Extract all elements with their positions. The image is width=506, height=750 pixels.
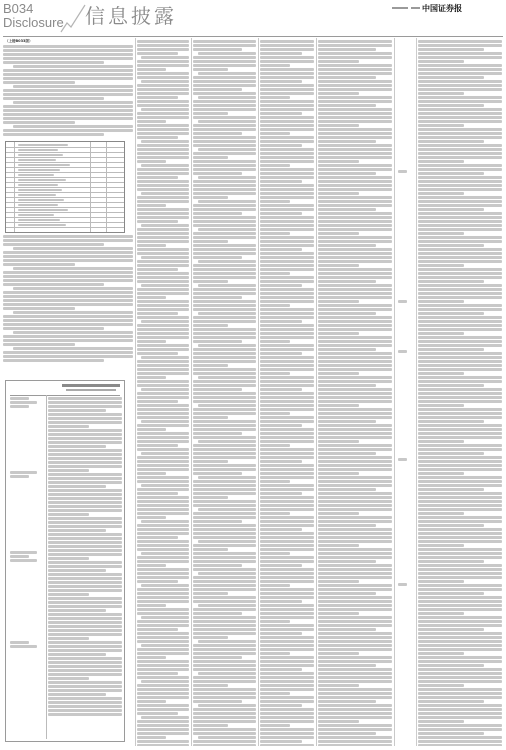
column-3 [193, 38, 256, 746]
column-6 [396, 38, 502, 746]
date-edition [392, 6, 420, 10]
col3-text [193, 40, 256, 746]
col1-heading: （上接B033版） [5, 39, 33, 43]
col6-text [418, 40, 502, 746]
col1-table [5, 141, 125, 233]
col5-text [318, 40, 392, 746]
header-rule [3, 36, 503, 37]
column-1 [3, 38, 133, 746]
column-4 [260, 38, 314, 746]
col1-text-block-1 [3, 45, 133, 137]
col1-text-block-2 [3, 235, 133, 363]
page-code: B034 [3, 1, 34, 16]
column-2 [137, 38, 189, 746]
section-name-english: Disclosure [3, 15, 64, 30]
col4-text [260, 40, 314, 746]
col2-text [137, 40, 189, 746]
col1-notice-box [5, 380, 125, 742]
trend-line-icon [60, 3, 86, 33]
newspaper-masthead: 中国证券报 [422, 3, 462, 13]
page-header [0, 0, 506, 36]
column-5 [318, 38, 392, 746]
section-name-chinese: 信息披露 [85, 4, 177, 28]
